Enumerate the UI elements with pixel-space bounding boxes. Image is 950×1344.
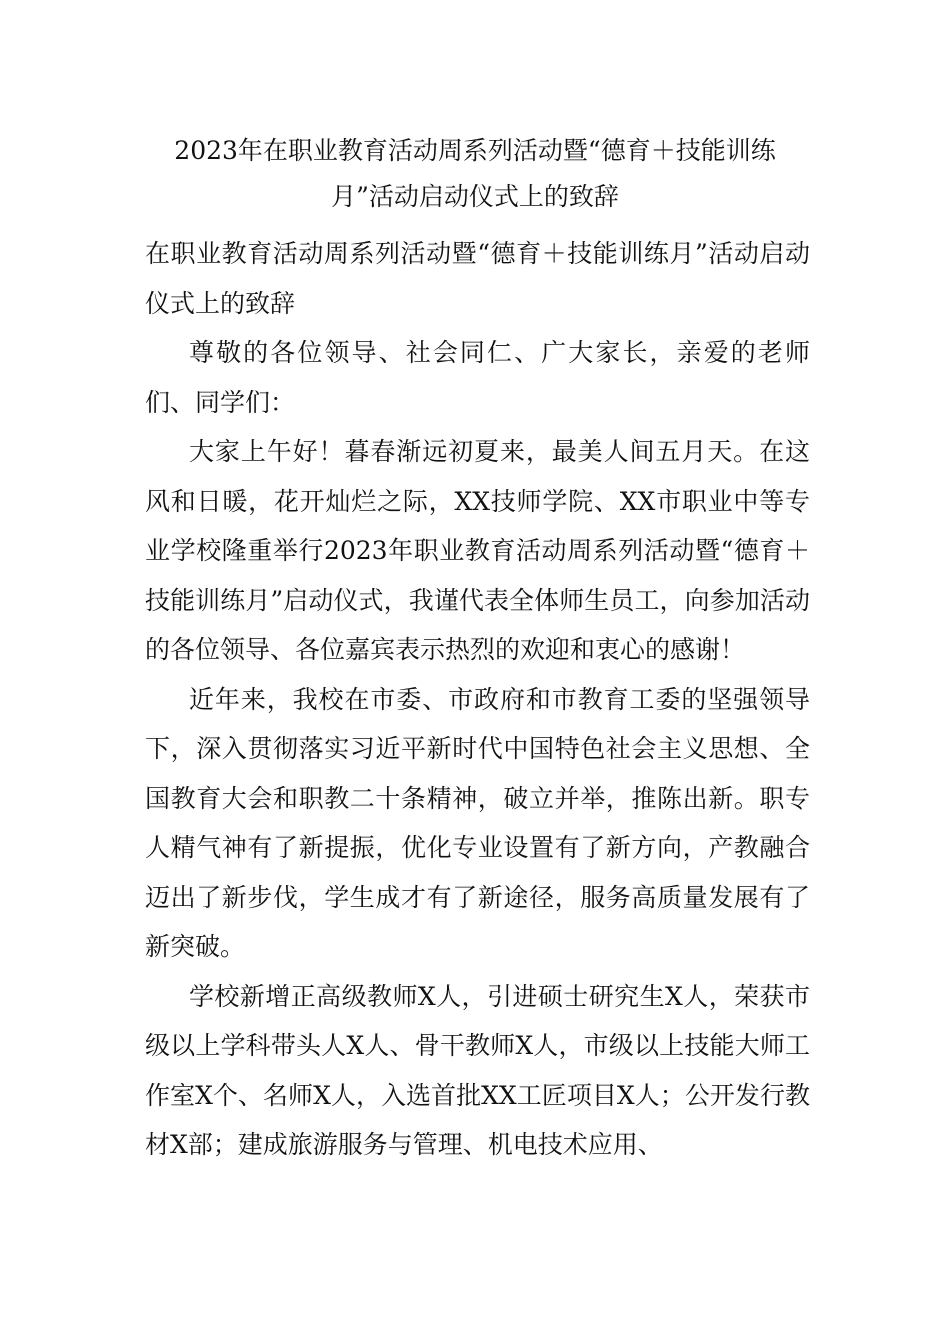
document-body <box>145 229 810 1170</box>
paragraph-statistics: 学校新增正高级教师X人，引进硕士研究生X人，荣获市级以上学科带头人X人、骨干教师X人，市级以上技能大师工作室X个、名师X人，入选首批XX工匠项目X人；公开发行教材X部；建成旅游服务与管理、机电技术应用、 <box>145 981 810 1159</box>
paragraph-salutation: 尊敬的各位领导、社会同仁、广大家长，亲爱的老师们、同学们： <box>145 338 810 417</box>
document-title: 2023年在职业教育活动周系列活动暨“德育＋技能训练月”活动启动仪式上的致辞 <box>174 136 776 211</box>
paragraph-greeting: 大家上午好！暮春渐远初夏来，最美人间五月天。在这风和日暖，花开灿烂之际，XX技师学院、XX市职业中等专业学校隆重举行2023年职业教育活动周系列活动暨“德育＋技能训练月”启动仪式，我谨代表全体师生员工，向参加活动的各位领导、各位嘉宾表示热烈的欢迎和衷心的感谢！ <box>145 437 810 664</box>
paragraph-subtitle: 在职业教育活动周系列活动暨“德育＋技能训练月”活动启动仪式上的致辞 <box>145 239 810 318</box>
paragraph-achievements: 近年来，我校在市委、市政府和市教育工委的坚强领导下，深入贯彻落实习近平新时代中国特色社会主义思想、全国教育大会和职教二十条精神，破立并举，推陈出新。职专人精气神有了新提振，优化专业设置有了新方向，产教融合迈出了新步伐，学生成才有了新途径，服务高质量发展有了新突破。 <box>145 684 810 961</box>
